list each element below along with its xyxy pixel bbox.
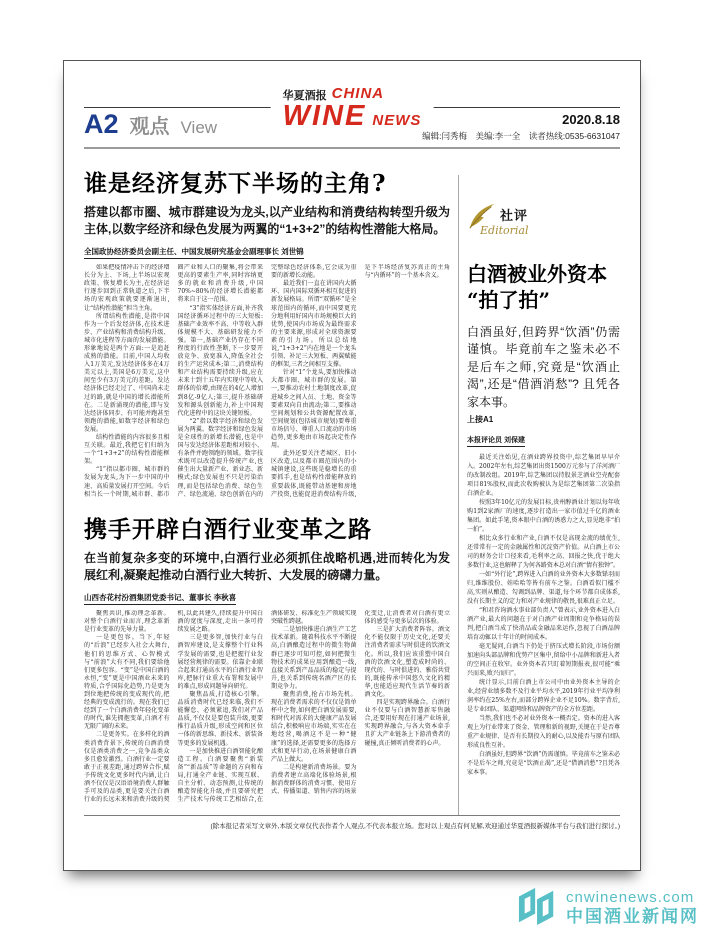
site-logo-icon bbox=[517, 886, 559, 931]
article-reform-headline: 携手开辟白酒行业变革之路 bbox=[84, 516, 372, 544]
newspaper-page bbox=[63, 60, 641, 871]
editor-info: 编辑:闫秀梅 美编:李一全 读者热线:0535-6631047 bbox=[422, 131, 620, 141]
main-content bbox=[84, 171, 620, 815]
page-header bbox=[84, 61, 620, 147]
site-name: 中国酒业新闻网 bbox=[566, 906, 699, 926]
masthead-china: CHINA bbox=[331, 85, 385, 102]
article-reform bbox=[84, 517, 450, 808]
article-economy-subhead: 搭建以都市圈、城市群建设为龙头,以产业结构和消费结构转型升级为主体,以数字经济和绿色发展为两翼的“1+3+2”的结构性潜能大格局。 bbox=[84, 205, 450, 237]
article-reform-byline: 山西杏花村汾酒集团党委书记、董事长 李秋喜 bbox=[84, 592, 236, 605]
column-divider bbox=[458, 175, 459, 815]
site-logo bbox=[517, 886, 699, 931]
editorial-headline: 白酒被业外资本 “拍了拍” bbox=[467, 262, 607, 312]
header-divider bbox=[84, 147, 620, 149]
masthead-cn: 华夏酒报 bbox=[282, 89, 327, 102]
editorial-lead: 白酒虽好,但跨界“饮酒”仍需谨慎。毕竟前车之鉴未必不是后车之师,究竟是“饮酒止渴”,还是“借酒消愁”? 且凭各家本事。 bbox=[467, 325, 620, 409]
page-date: 2020.8.18 bbox=[562, 112, 620, 127]
left-column bbox=[84, 171, 450, 815]
section-name: 观点 bbox=[129, 116, 170, 138]
editorial-badge bbox=[467, 201, 620, 241]
masthead-wine: WINE bbox=[282, 100, 367, 132]
site-domain: cnwinenews.com bbox=[566, 889, 695, 907]
masthead bbox=[271, 86, 434, 131]
editorial-badge-label: 社评 bbox=[500, 208, 529, 223]
masthead-news: NEWS bbox=[372, 112, 422, 129]
article-reform-subhead: 在当前复杂多变的环境中,白酒行业必须抓住战略机遇,进而转化为发展红利,凝聚起推动白酒行业大转折、大发展的磅礴力量。 bbox=[84, 551, 450, 583]
editorial-body: 最近关注始见,在酒业跨界投资中,综艺集团早早介入。2002年左右,综艺集团出资1500万元参与了洋河酒厂的改制改组。2019年,综艺集团以持股景芝酒业空壳配套项目81%股权,而此次收购被认为是综艺集团第二次染指白酒企业。 按照3年10亿元的发展目标,贵州醇酒业计划以每年收购1到2家酒厂的速度,逐步打造出一家市值过千亿的酒业集团。如此手笔,资本眼中白酒的诱惑力之大,显见绝非“拍一拍”。 相比众多行业和产业,白酒不仅是高现金流的绩优生,还常常有一定的金融属性和沉淀资产价值。从白酒上市公司的财务会计口径来看,毛利率之高、回报之快,优于绝大多数行业,这也解释了为何各路资本总对白酒“情有独钟”。 一如“外行论”,跨界进入白酒的业外资本大多数铩羽而归,维维股份、娃哈哈等皆有前车之鉴。白酒看似门槛不高,实则从酿造、勾调到品牌、渠道,每个环节都自成体系,没有长期主义的定力和对产业规律的敬畏,很难真正立足。 “和君咨询酒水事业部负责人”曾表示,业外资本进入白酒产业,最大的问题在于对白酒产业周期和竞争格局的误判,把白酒当成了快消品或金融品来运作,忽视了白酒品牌培育动辄以十年计的时间成本。 毫无疑问,白酒当下仍处于挤压式增长阶段,市场份额加速向头部品牌和优势产区集中,留给中小品牌和新进入者的空间正在收窄。业外资本若只盯着短期报表,很可能“乘兴而来,败兴而归”。 统计显示,目前白酒上市公司中由业外资本主导的企业,经营业绩多数不及行业平均水平,2019年行业平均净利润率约在25%左右,而部分跨界企业不足10%。数字背后,是专业团队、渠道网络和品牌资产的全方位差距。 当然,我们也不必对业外资本一概否定。资本的进入客观上为行业带来了资金、管理和新的视野,关键在于是否尊重产业规律、是否有长期投入的耐心,以及能否与原有团队形成良性互补。 白酒虽好,但跨界“饮酒”仍需谨慎。毕竟前车之鉴未必不是后车之师,究竟是“饮酒止渴”,还是“借酒消愁”?且凭各家本事。 bbox=[467, 453, 620, 776]
section-code: A2 bbox=[84, 109, 119, 139]
header-right bbox=[422, 112, 620, 142]
editorial-jump-ref: 上接A1 bbox=[467, 414, 494, 424]
editorial-byline: 本报评论员 刘保建 bbox=[467, 435, 525, 447]
section-label bbox=[84, 109, 217, 140]
section-name-en: View bbox=[180, 118, 218, 137]
editorial-badge-label-en: Editorial bbox=[480, 224, 529, 237]
article-economy-headline: 谁是经济复苏下半场的主角? bbox=[84, 170, 387, 197]
article-economy-body: 如果把疫情冲击下的经济增长分为上、下场,上半场以宏观政策、恢复增长为主,在经济运行逐步回到正常轨道之后,下半场的宏观政策就要逐渐退出,让“结构性潜能”担当主角。 所谓结构性潜能,是指中国作为一个后发经济体,在技术进步、产业结构和消费结构升级、城市化进程等方面的发展潜能。形象地说是两个方面:一是追赶成熟的潜能。目前,中国人均收入1万美元,发达经济体多在4万美元以上,美国是6万美元,这中间至少有3万美元的差距。发达经济体已经走过了、中国尚未走过的路,就是中国的增长潜能所在。二是新涌现的潜能,即与发达经济体同步、有可能并跑甚至领跑的潜能,如数字经济和绿色发展。 结构性潜能的内容很多且相互关联。最近,我把它们归纳为一个“1+3+2”的结构性潜能框架。 “1”指以都市圈、城市群的发展为龙头,为下一步中国的中速、高质量发展打开空间。今后相当长一个时期,城市群、都市圈产业和人口的聚集,将会带来更高的要素生产率,同时容纳更多的就业和消费升级,中国70%~80%的经济增长潜能都将来自于这一范围。 “3”指实体经济方面,补齐我国经济循环过程中的三大短板:基础产业效率不高、中等收入群体规模不大、基础研发能力不强。第一,基础产业仍存在不同程度的行政性垄断,下一步要开放竞争、放宽准入,降低全社会的生产运营成本;第二,消费结构和产业结构需要持续升级,应在未来十到十五年内实现中等收入群体的倍增,由现在的4亿人增加到8亿-9亿人;第三,提升基础研发和源头创新能力,补上中国现代化进程中的这块关键短板。 “2”指以数字经济和绿色发展为两翼。数字经济和绿色发展是全球性的新增长潜能,也是中国与发达经济体差距相对较小、有条件并跑领跑的领域。数字技术既可以改造提升传统产业,也催生出大量新产业、新业态、新模式;绿色发展也不只是污染治理,而是包括绿色消费、绿色生产、绿色流通、绿色创新在内的完整绿色经济体系,它会成为重要的新增长动能。 最近我们一直在讲国内大循环、国内国际双循环相互促进的新发展格局。所谓“双循环”是全球范围内的循环,而中国要更充分地利用好国内市场规模巨大的优势,使国内市场成为最终需求的主要来源,形成对全球资源要素的引力场。所以总结地说,“1+3+2”内在地是一个龙头引领、补足三大短板、两翼赋能的框架,三者之间相互支撑。 针对“1”个龙头,要加快推动大都市圈、城市群的发展。第一,要推动农村土地制度改革,促进城乡之间人员、土地、资金等要素双向自由流动;第二,要推动空间规划和公共资源配置改革,空间规划(包括城市规划)要尊重市场信号、尊重人口流动的市场趋势,更多地由市场起决定性作用。 此外还要关注老城区、旧小区改造,以及都市圈范围内的小城镇建设,这些既是稳增长的重要抓手,也是结构性潜能释放的重要载体,既能带动基建和房地产投资,也能促进消费结构升级,是下半场经济复苏真正的主角与“内循环”的一个基本含义。 bbox=[84, 264, 450, 498]
editorial-sidebar bbox=[467, 171, 620, 815]
article-economy-byline: 全国政协经济委员会副主任、中国发展研究基金会副理事长 刘世锦 bbox=[84, 246, 304, 259]
article-reform-body: 聚焦共识,推动理念革新。对整个白酒行业而言,理念革新是行业变革的先导力量。 一是更包容。当下,年轻的“后浪”已经步入社会大舞台,他们的思维方式、心智模式与“前浪”大有不同,我们要给他们更多包容。“变”是中国白酒的永恒,“变”更是中国酒业未来的特质,合乎国际化趋势,乃是更为到位地把传统的变成现代的,把经典的变成流行的。现在我们已经到了一个白酒消费年轻化变革的时代,谁先拥抱变革,白酒才有无限广阔的未来。 二是更务实。在多样化的酒类消费背景下,传统的白酒消费仅是酒类消费之一,竞争品类众多且愈发激烈。白酒行业一定要敢于正视差距,通过跨界合作,赋予传统文化更多时代内涵,让白酒不仅仅是汉语语境消费人群触手可及的品类,更是要关注白酒行业的长远未来和消费升级的契机,以此共建久,持续提升中国白酒的宽度与深度,走出一条可持续发展之路。 三是更多智,加快行业与白酒智库建设,是支撑整个行业科学发展的需要,也是把握行业发展经营规律的需要。依靠企业联合起来打通高水平的白酒行业智库,把脉行业重大布署和发展中的难点,形成问题导向研究。 聚焦品质,打造核心引擎。品质消费时代已经来临,我们不能懈怠、必须紧追,我们对产品品质,不仅仅是要包装升级,更要推行品质升级,形成空间和区位一体的新思维、新技术、新装备等更多的发展机遇。 一是加快推进白酒智能化酿造工程。白酒要聚焦“新装备”“新品质”等命题的方向和布局,打通全产业链、实现互联、自主分析、动态预测,让传统的酿造智能化升级,并且要研究把生产技术与传统工艺相结合,在酒体研发、标准化生产领域实现突破性跨越。 二是加快推进白酒生产工艺技术革新。随着科技水平不断提高,白酒酿造过程中的微生物菌群已逐步可知可控,如何把微生物技术的成果应用到酿造一线,直接关系到产品品质的稳定与提升,也关系到传统名酒产区的长期竞争力。 聚焦消费,抢占市场先机。现在消费者需求的不仅仅是简单杯中之物,如何把白酒发展需要,和时代对需求的大健康产品发展结合,积极响应市场端,实实在在地经营,喝酒这不是一种“健康”的选择,还需要更多的选择方式和更早行动,在场景健康白酒产品上做大。 二是构建新消费场景。要为消费者建立高端化体验场景,根据消费群体的消费习惯、使用方式、传播渠道、销售内容的场景化变迁,让消费者对白酒有更立体的感受与更多层次的体验。 三是扩大消费者阵容。酒文化不能仅限于历史文化,还要关注消费者需求与时俱进的饮酒文化。所以,我们应该重塑中国白酒的饮酒文化,塑造成时尚的、现代的、与时俱进的、雅俗共赏的,既能传承中国悠久文化的精华,也能适应现代生活节奏的新酒文化。 四是实现跨界融合。白酒行业不仅要与白酒智慧新零售融合,还要用好现在打通产业场景,实现跨界融合,与各大资本牵手且扩大产业链条上下游消费者的碰撞,真正倾听消费者的心声。 bbox=[84, 610, 450, 804]
article-economy bbox=[84, 171, 450, 504]
footnote: (除本报记者采写文章外,本版文章仅代表作者个人观点,不代表本报立场。您对以上观点有何见解,欢迎通过华夏酒报新媒体平台与我们进行探讨。) bbox=[84, 815, 620, 830]
